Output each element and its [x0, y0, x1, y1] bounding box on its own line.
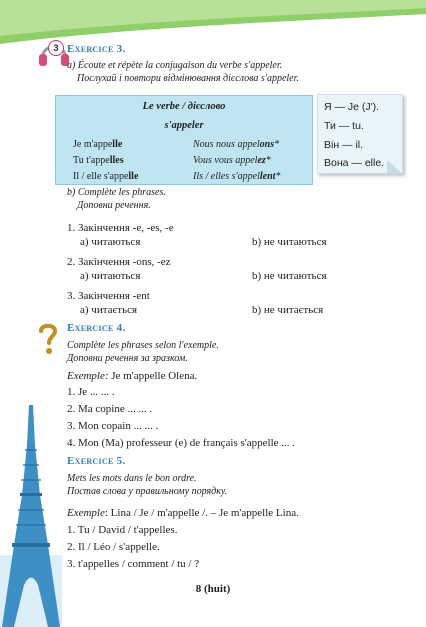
- ex3-item-option-a: а) читаються: [80, 236, 141, 248]
- exercise-4-title: Exercice 4.: [67, 322, 126, 334]
- ex4-item: 1. Je ... ... .: [67, 386, 115, 398]
- ex4-instruction-fr: Complète les phrases selon l'exemple.: [67, 340, 219, 351]
- ex5-instruction-fr: Mets les mots dans le bon ordre.: [67, 473, 197, 484]
- ex3b-instruction-fr: b) Complète les phrases.: [67, 187, 166, 198]
- ex3-item-option-a: а) читаються: [80, 270, 141, 282]
- ex3-instruction-fr: a) Écoute et répète la conjugaison du verbe s'appeler.: [67, 60, 283, 71]
- conj-row-vous: Vous vous appelez*: [193, 155, 271, 166]
- conj-row-nous: Nous nous appelons*: [193, 139, 280, 150]
- ex3-item-option-b: b) не читаються: [252, 236, 327, 248]
- ex5-example: Exemple: Lina / Je / m'appelle /. – Je m'appelle Lina.: [67, 507, 299, 519]
- ex4-example: Exemple: Je m'appelle Olena.: [67, 370, 198, 382]
- conj-row-je: Je m'appelle: [73, 139, 123, 150]
- note-line: Ти — tu.: [324, 120, 364, 132]
- conj-row-ils: Ils / elles s'appellent*: [193, 171, 281, 182]
- note-line: Я — Je (J').: [324, 101, 380, 113]
- ex3-item-option-a: а) читається: [80, 304, 138, 316]
- ex3-item-title: 3. Закінчення -ent: [67, 290, 150, 302]
- exercise-number-badge: 3: [48, 40, 64, 56]
- conj-row-il: Il / elle s'appelle: [73, 171, 139, 182]
- ex5-item: 2. Il / Léo / s'appelle.: [67, 541, 160, 553]
- table-header: Le verbe / дієслово: [142, 101, 226, 112]
- ex4-item: 4. Mon (Ma) professeur (e) de français s'appelle ... .: [67, 437, 296, 449]
- ex4-item: 3. Mon copain ... ... .: [67, 420, 159, 432]
- ex3-item-option-b: b) не читається: [252, 304, 324, 316]
- ex5-item: 1. Tu / David / t'appelles.: [67, 524, 178, 536]
- exercise-3-title: Exercice 3.: [67, 43, 126, 55]
- ex4-item: 2. Ma copine ... ... .: [67, 403, 153, 415]
- ex3-instruction-ua: Послухай і повтори відмінювання дієслова s'appeler.: [77, 73, 299, 84]
- ex5-item: 3. t'appelles / comment / tu / ?: [67, 558, 200, 570]
- note-line: Вона — elle.: [324, 157, 385, 169]
- ex3-item-title: 1. Закінчення -e, -es, -e: [67, 222, 174, 234]
- ex3b-instruction-ua: Доповни речення.: [77, 200, 151, 211]
- ex3-item-title: 2. Закінчення -ons, -ez: [67, 256, 171, 268]
- note-line: Він — il.: [324, 139, 364, 151]
- page-number: 8 (huit): [195, 583, 231, 595]
- key-question-icon: [36, 322, 62, 356]
- ex3-item-option-b: b) не читаються: [252, 270, 327, 282]
- exercise-5-title: Exercice 5.: [67, 455, 126, 467]
- conj-row-tu: Tu t'appelles: [73, 155, 124, 166]
- ex5-instruction-ua: Постав слова у правильному порядку.: [67, 486, 228, 497]
- table-verb: s'appeler: [164, 120, 204, 131]
- pronoun-note: [317, 94, 403, 174]
- ex4-instruction-ua: Доповни речення за зразком.: [67, 353, 188, 364]
- conjugation-table: [55, 95, 313, 185]
- note-fold: [387, 160, 403, 174]
